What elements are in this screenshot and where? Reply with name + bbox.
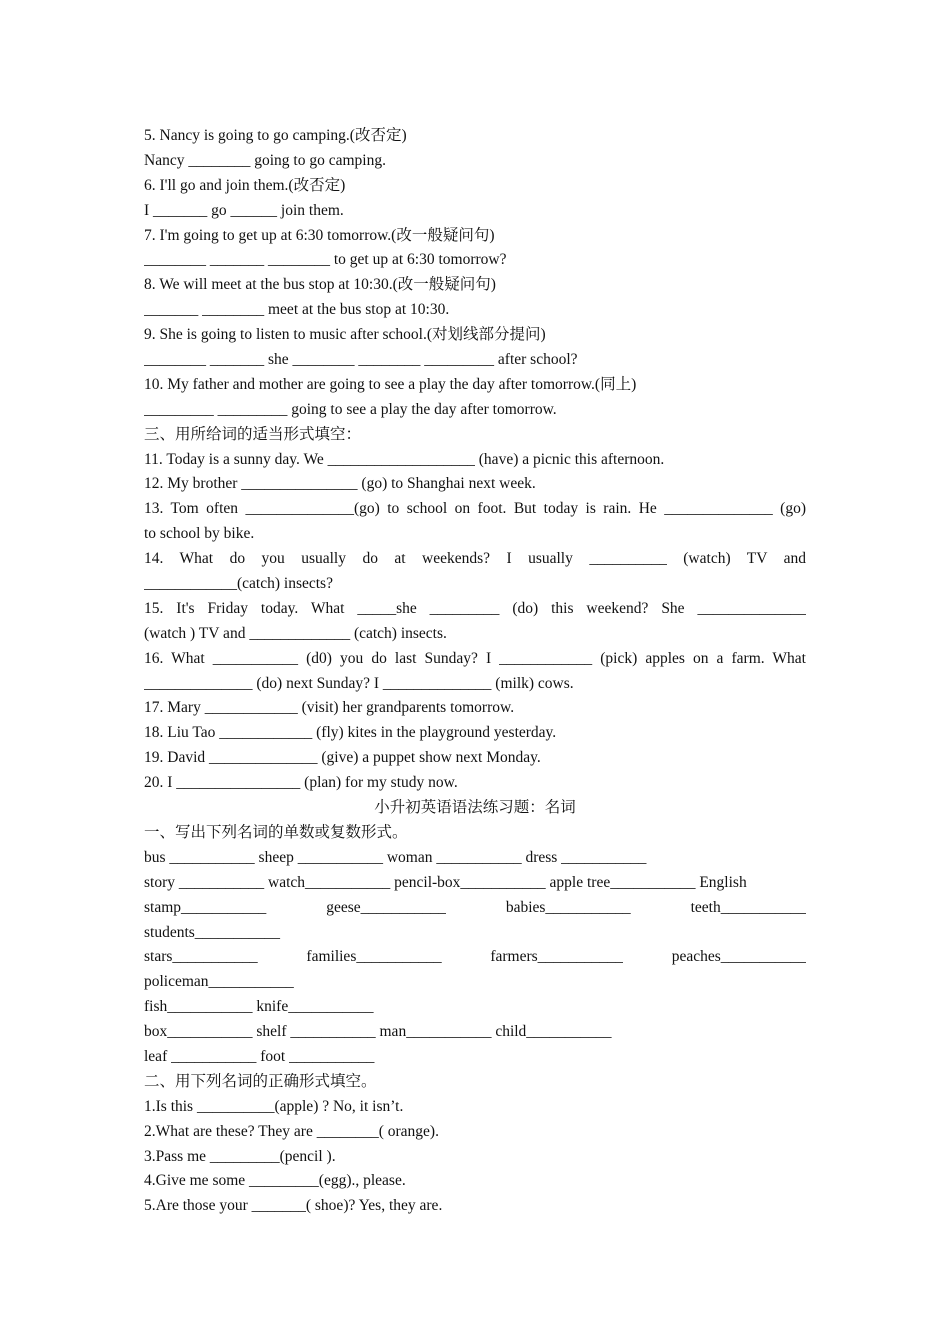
text-line: 一、写出下列名词的单数或复数形式。	[144, 823, 408, 841]
text-line: stamp___________ geese___________ babies___________ teeth___________	[144, 898, 806, 916]
text-line: 3.Pass me _________(pencil ).	[144, 1147, 336, 1165]
section-title: 小升初英语语法练习题：名词	[374, 799, 576, 817]
text-line: box___________ shelf ___________ man___________ child___________	[144, 1023, 612, 1041]
text-line: ______________ (do) next Sunday? I ______________ (milk) cows.	[144, 674, 574, 692]
text-line: 20. I ________________ (plan) for my study now.	[144, 774, 458, 792]
text-line: _________ _________ going to see a play the day after tomorrow.	[144, 400, 557, 418]
text-line: students___________	[144, 923, 281, 941]
text-line: 二、用下列名词的正确形式填空。	[144, 1072, 377, 1090]
text-line: ________ _______ she ________ ________ _________ after school?	[144, 351, 578, 369]
text-line: stars___________ families___________ farmers___________ peaches___________	[144, 948, 806, 966]
text-line: _______ ________ meet at the bus stop at 10:30.	[144, 301, 450, 319]
text-line: 5.Are those your _______( shoe)? Yes, they are.	[144, 1197, 443, 1215]
text-line: 13. Tom often ______________(go) to school on foot. But today is rain. He ______________ (go)	[144, 500, 806, 518]
text-line: policeman___________	[144, 973, 294, 991]
text-line: 9. She is going to listen to music after school.(对划线部分提问)	[144, 326, 546, 344]
text-line: 17. Mary ____________ (visit) her grandparents tomorrow.	[144, 699, 515, 717]
text-line: 4.Give me some _________(egg)., please.	[144, 1172, 406, 1190]
text-line: leaf ___________ foot ___________	[144, 1047, 375, 1065]
text-line: ____________(catch) insects?	[144, 575, 333, 593]
text-line: 三、用所给词的适当形式填空：	[144, 425, 362, 443]
text-line: 19. David ______________ (give) a puppet show next Monday.	[144, 749, 541, 767]
text-line: 5. Nancy is going to go camping.(改否定)	[144, 127, 407, 144]
text-line: bus ___________ sheep ___________ woman ___________ dress ___________	[144, 848, 647, 866]
text-line: I _______ go ______ join them.	[144, 201, 344, 219]
text-line: 2.What are these? They are ________( orange).	[144, 1122, 439, 1140]
text-line: 1.Is this __________(apple) ? No, it isn’t.	[144, 1097, 404, 1115]
text-line: fish___________ knife___________	[144, 998, 374, 1016]
text-line: (watch ) TV and _____________ (catch) insects.	[144, 624, 447, 642]
text-line: 8. We will meet at the bus stop at 10:30.(改一般疑问句)	[144, 276, 496, 294]
text-line: 6. I'll go and join them.(改否定)	[144, 176, 346, 194]
text-line: story ___________ watch___________ pencil-box___________ apple tree___________ English	[144, 873, 747, 891]
text-line: ________ _______ ________ to get up at 6:30 tomorrow?	[144, 251, 507, 269]
text-line: 18. Liu Tao ____________ (fly) kites in the playground yesterday.	[144, 724, 557, 742]
text-line: Nancy ________ going to go camping.	[144, 151, 386, 169]
text-line: 10. My father and mother are going to see a play the day after tomorrow.(同上)	[144, 375, 637, 393]
text-line: 14. What do you usually do at weekends? I usually __________ (watch) TV and	[144, 550, 806, 568]
text-line: to school by bike.	[144, 525, 255, 543]
text-line: 7. I'm going to get up at 6:30 tomorrow.(改一般疑问句)	[144, 226, 495, 244]
document-page	[144, 124, 806, 1219]
text-line: 15. It's Friday today. What _____she _________ (do) this weekend? She ______________	[144, 599, 806, 617]
text-line: 12. My brother _______________ (go) to Shanghai next week.	[144, 475, 536, 493]
text-line: 11. Today is a sunny day. We ___________________ (have) a picnic this afternoon.	[144, 450, 665, 468]
text-line: 16. What ___________ (d0) you do last Sunday? I ____________ (pick) apples on a farm. What	[144, 649, 806, 667]
